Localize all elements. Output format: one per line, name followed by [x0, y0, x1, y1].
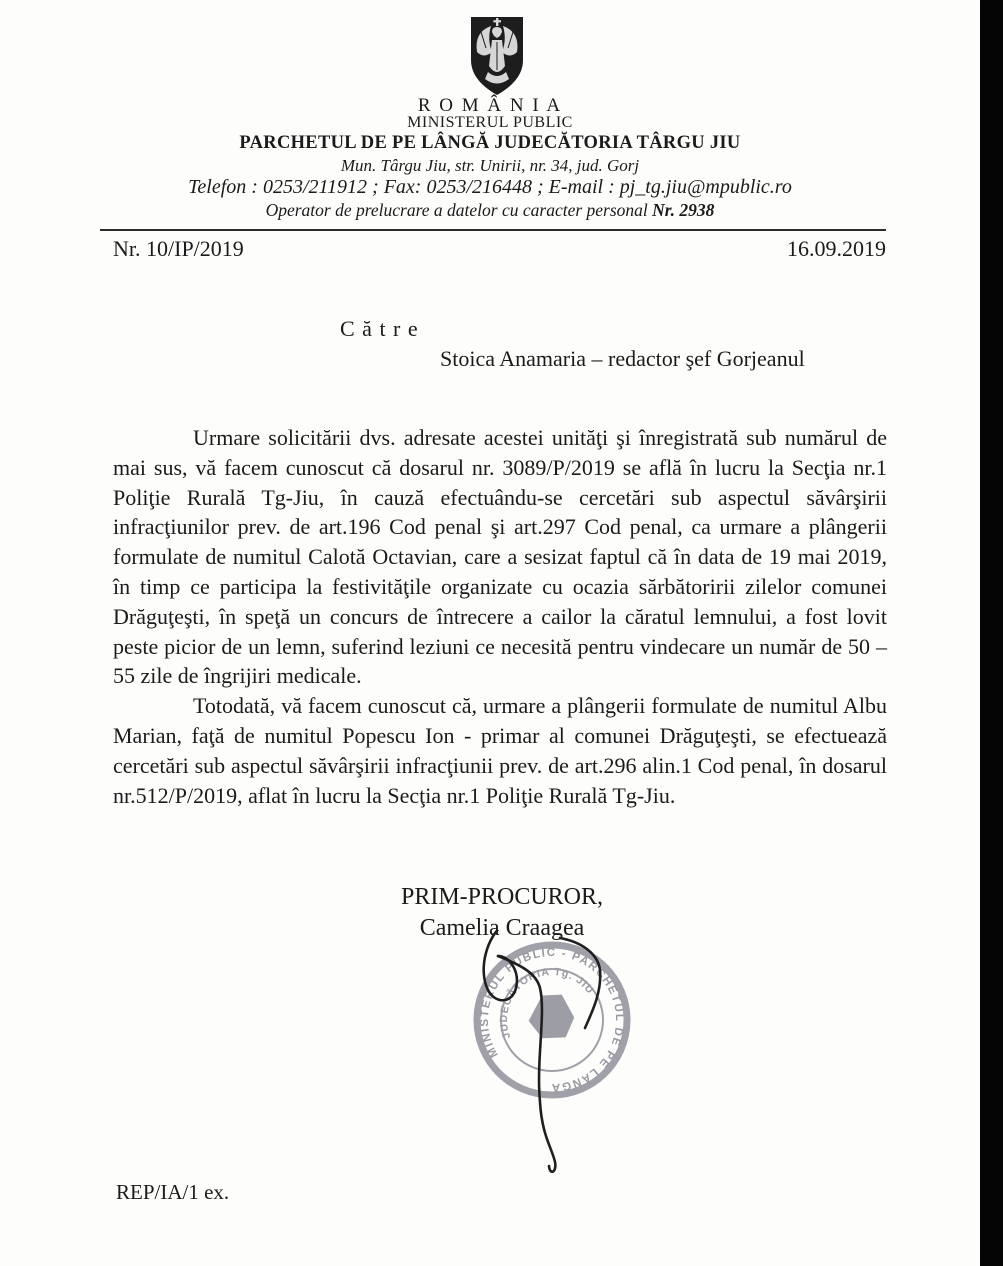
- signer-title: PRIM-PROCUROR,: [400, 884, 604, 910]
- round-official-stamp-icon: [462, 930, 656, 1124]
- footer-initials: REP/IA/1 ex.: [116, 1180, 230, 1204]
- stamp-and-signature: [462, 930, 692, 1185]
- operator-number: Nr. 2938: [652, 200, 715, 220]
- stamp-outer-text: MINISTERUL PUBLIC - PARCHETUL DE PE LÂNGĂ: [478, 946, 626, 1094]
- header-institution: PARCHETUL DE PE LÂNGĂ JUDECĂTORIA TÂRGU JIU: [239, 133, 741, 153]
- reference-row: [113, 236, 886, 262]
- header-address: Mun. Târgu Jiu, str. Unirii, nr. 34, jud. Gorj: [340, 156, 640, 175]
- recipient-line: Stoica Anamaria – redactor şef Gorjeanul: [440, 346, 805, 371]
- letter-body: [113, 423, 887, 810]
- header-country: R O M Â N I A: [417, 95, 563, 116]
- header-contact: Telefon : 0253/211912 ; Fax: 0253/216448 ; E-mail : pj_tg.jiu@mpublic.ro: [188, 176, 792, 198]
- body-paragraph-1: Urmare solicitării dvs. adresate acestei unităţi şi înregistrată sub numărul de mai sus, vă facem cunoscut că dosarul nr. 3089/P/2019 se află în lucru la Secţia nr.1 Poliţie Rurală Tg-Jiu, în cauză efectuându-se cercetări sub aspectul săvârşirii infracţiunilor prev. de art.196 Cod penal şi art.297 Cod penal, ca urmare a plângerii formulate de numitul Calotă Octavian, care a sesizat faptul că în data de 19 mai 2019, în timp ce participa la festivităţile organizate cu ocazia sărbătoririi zilelor comunei Drăguţeşti, în speţă un concurs de întrecere a cailor la căratul lemnului, a fost lovit peste picior de un lemn, suferind leziuni ce necesită pentru vindecare un număr de 50 – 55 zile de îngrijiri medicale.: [113, 425, 887, 689]
- stamp-center-emblem: [521, 986, 582, 1049]
- scan-edge-strip: [980, 0, 1003, 1266]
- header-operator-line: [0, 200, 980, 221]
- operator-prefix: Operator de prelucrare a datelor cu caracter personal: [265, 200, 648, 220]
- reference-date: 16.09.2019: [787, 236, 886, 261]
- signer-name: Camelia Craagea: [419, 915, 585, 941]
- body-paragraph-2: Totodată, vă facem cunoscut că, urmare a plângerii formulate de numitul Albu Marian, faţă de numitul Popescu Ion - primar al comunei Drăguţeşti, se efectuează cercetări sub aspectul săvârşirii infracţiunii prev. de art.296 alin.1 Cod penal, în dosarul nr.512/P/2019, aflat în lucru la Secţia nr.1 Poliţie Rurală Tg-Jiu.: [113, 693, 887, 808]
- reference-number: Nr. 10/IP/2019: [113, 236, 244, 261]
- romania-coat-of-arms-icon: [464, 14, 530, 97]
- salutation: C ă t r e: [340, 316, 419, 341]
- stamp-inner-text: JUDECĂTORIA Tg. JIU: [497, 965, 597, 1041]
- header-ministry: MINISTERUL PUBLIC: [407, 114, 573, 131]
- header-divider: [100, 229, 886, 231]
